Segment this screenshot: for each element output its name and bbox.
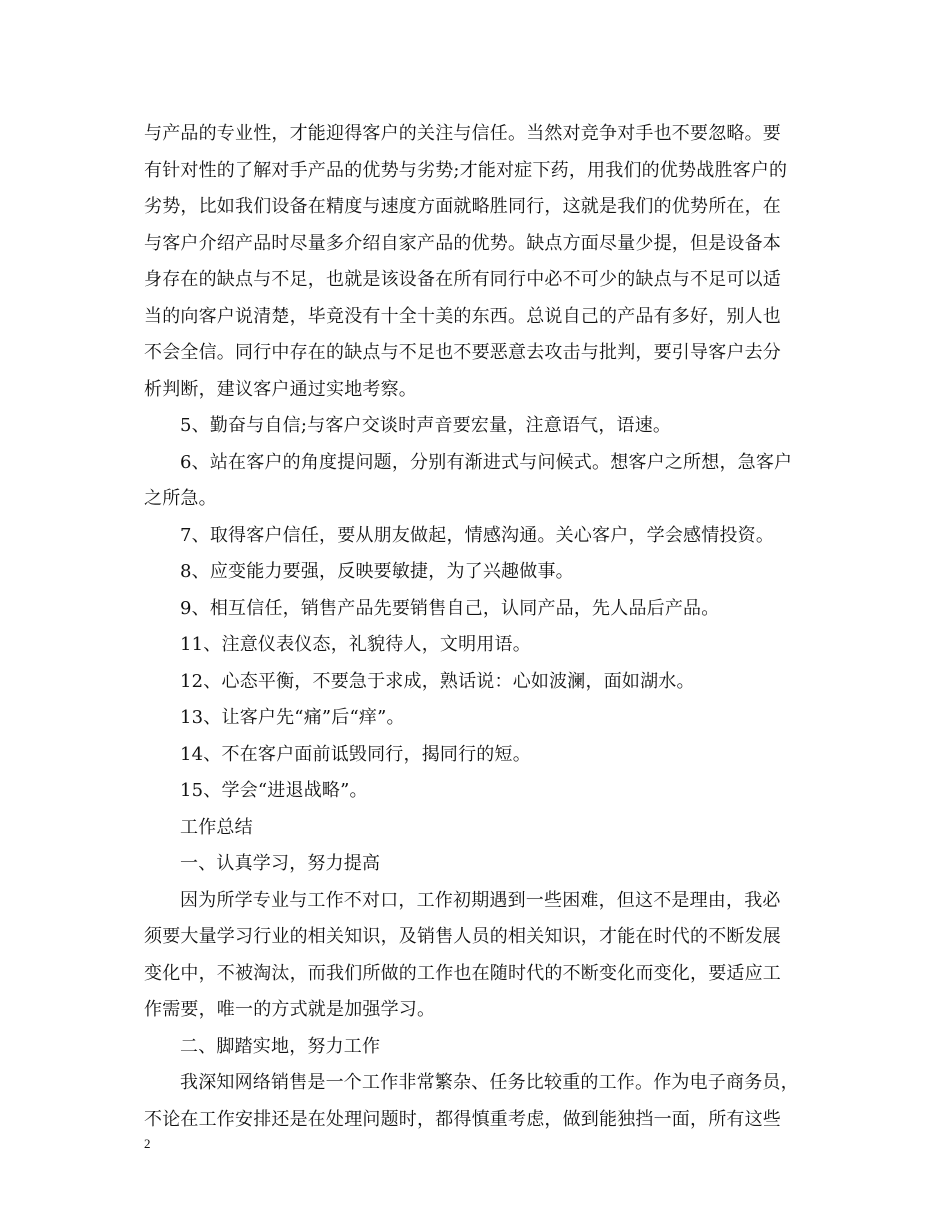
page-number: 2 — [144, 1136, 151, 1151]
text-line: 与产品的专业性，才能迎得客户的关注与信任。当然对竞争对手也不要忽略。要 — [144, 123, 781, 144]
text-line: 作需要，唯一的方式就是加强学习。 — [144, 999, 436, 1020]
document-body — [144, 116, 808, 1138]
text-line: 有针对性的了解对手产品的优势与劣势;才能对症下药，用我们的优势战胜客户的 — [144, 159, 788, 181]
paragraph-first-line: 我深知网络销售是一个工作非常繁杂、任务比较重的工作。作为电子商务员， — [180, 1072, 799, 1093]
list-item: 5、勤奋与自信;与客户交谈时声音要宏量，注意语气，语速。 — [180, 415, 672, 436]
text-line: 当的向客户说清楚，毕竟没有十全十美的东西。总说自己的产品有多好，别人也 — [144, 305, 781, 327]
text-line: 不会全信。同行中存在的缺点与不足也不要恶意去攻击与批判，要引导客户去分 — [144, 342, 781, 363]
list-item: 15、学会“进退战略”。 — [180, 780, 368, 801]
text-line: 与客户介绍产品时尽量多介绍自家产品的优势。缺点方面尽量少提，但是设备本 — [144, 232, 781, 254]
text-line: 身存在的缺点与不足，也就是该设备在所有同行中必不可少的缺点与不足可以适 — [144, 269, 781, 290]
list-item: 11、注意仪表仪态，礼貌待人，文明用语。 — [180, 634, 531, 655]
paragraph-first-line: 因为所学专业与工作不对口，工作初期遇到一些困难，但这不是理由，我必 — [180, 889, 781, 911]
list-item: 9、相互信任，销售产品先要销售自己，认同产品，先人品后产品。 — [180, 597, 720, 619]
subsection-heading: 二、脚踏实地，努力工作 — [180, 1035, 381, 1057]
text-line: 变化中，不被淘汰，而我们所做的工作也在随时代的不断变化而变化，要适应工 — [144, 962, 781, 984]
list-item: 6、站在客户的角度提问题，分别有渐进式与问候式。想客户之所想，急客户 — [180, 451, 793, 473]
text-line: 劣势，比如我们设备在精度与速度方面就略胜同行，这就是我们的优势所在，在 — [144, 196, 781, 217]
list-item: 14、不在客户面前诋毁同行，揭同行的短。 — [180, 743, 531, 765]
subsection-heading: 一、认真学习，努力提高 — [180, 853, 381, 874]
text-line: 不论在工作安排还是在处理问题时，都得慎重考虑，做到能独挡一面，所有这些 — [144, 1108, 781, 1130]
list-item: 8、应变能力要强，反映要敏捷，为了兴趣做事。 — [180, 561, 574, 582]
text-line: 析判断，建议客户通过实地考察。 — [144, 378, 417, 400]
text-line: 须要大量学习行业的相关知识，及销售人员的相关知识，才能在时代的不断发展 — [144, 926, 781, 947]
text-line: 之所急。 — [144, 488, 217, 509]
section-heading: 工作总结 — [180, 816, 253, 838]
list-item: 13、让客户先“痛”后“痒”。 — [180, 707, 405, 728]
list-item: 12、心态平衡，不要急于求成，熟话说：心如波澜，面如湖水。 — [180, 670, 695, 692]
list-item: 7、取得客户信任，要从朋友做起，情感沟通。关心客户，学会感情投资。 — [180, 524, 775, 546]
